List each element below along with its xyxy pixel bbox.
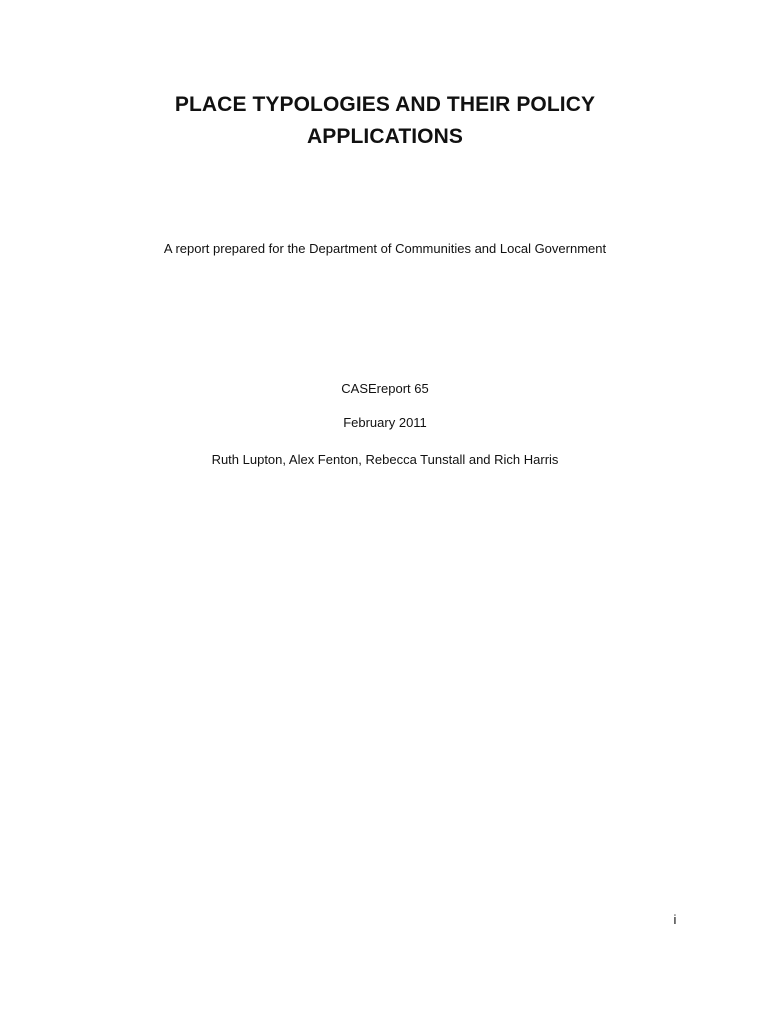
document-title-line-2: APPLICATIONS [307,125,463,148]
authors-list: Ruth Lupton, Alex Fenton, Rebecca Tunstall and Rich Harris [211,452,559,467]
publication-date: February 2011 [343,415,427,430]
page-number: i [673,912,677,927]
document-title-line-1: PLACE TYPOLOGIES AND THEIR POLICY [174,93,596,116]
report-number: CASEreport 65 [341,381,429,396]
document-subtitle: A report prepared for the Department of Communities and Local Government [163,241,607,256]
